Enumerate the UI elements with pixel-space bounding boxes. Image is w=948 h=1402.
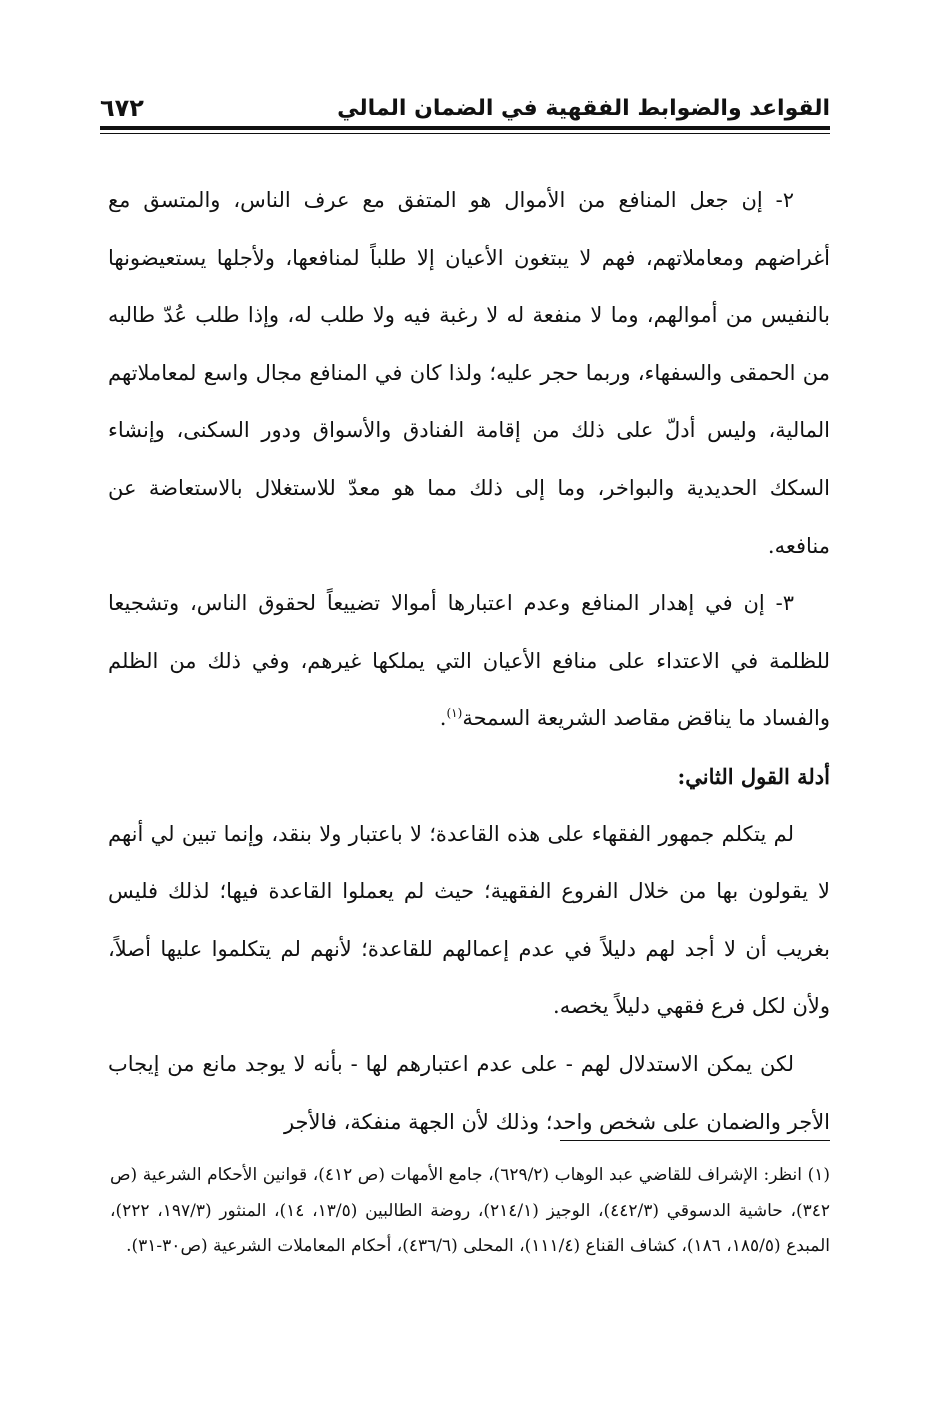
header-title: القواعد والضوابط الفقهية في الضمان المالي xyxy=(337,96,830,121)
paragraph-point-3-end: . xyxy=(439,706,447,731)
footnote-reference: (١) xyxy=(446,706,463,721)
section-heading: أدلة القول الثاني: xyxy=(677,763,830,789)
footnote-separator xyxy=(560,1140,830,1141)
paragraph-point-2: ٢- إن جعل المنافع من الأموال هو المتفق مع عرف الناس، والمتسق مع أغراضهم ومعاملاتهم، فهم لا يبتغون الأعيان إلا طلباً لمنافعها، ولأجلها يستعيضونها بالنفيس من أموالهم، وما لا منفعة له لا رغبة فيه ولا طلب له، وإذا طلب عُدّ طالبه من الحمقى والسفهاء، وربما حجر عليه؛ ولذا كان في المنافع مجال واسع لمعاملاتهم المالية، وليس أدلّ على ذلك من إقامة الفنادق والأسواق ودور السكنى، وإنشاء السكك الحديدية والبواخر، وما إلى ذلك مما هو معدّ للاستغلال بالاستعاضة عن منافعه. xyxy=(108,188,830,558)
paragraph-second-opinion: لم يتكلم جمهور الفقهاء على هذه القاعدة؛ لا باعتبار ولا بنقد، وإنما تبين لي أنهم لا يقولون بها من خلال الفروع الفقهية؛ حيث لم يعملوا القاعدة فيها؛ لذلك فليس بغريب أن لا أجد لهم دليلاً في عدم إعمالهم للقاعدة؛ لأنهم لم يتكلموا عليها أصلاً، ولأن لكل فرع فقهي دليلاً يخصه. xyxy=(108,821,830,1019)
header-rule-thick xyxy=(100,126,830,130)
page-number: ٦٧٢ xyxy=(100,94,144,122)
footnotes xyxy=(110,1158,830,1265)
paragraph-point-3 xyxy=(108,575,830,748)
paragraph-argument: لكن يمكن الاستدلال لهم - على عدم اعتبارهم لها - بأنه لا يوجد مانع من إيجاب الأجر والضمان على شخص واحد؛ وذلك لأن الجهة منفكة، فالأجر xyxy=(108,1051,830,1134)
header-rule-thin xyxy=(100,133,830,134)
footnote-1: (١) انظر: الإشراف للقاضي عبد الوهاب (٦٢٩/٢)، جامع الأمهات (ص ٤١٢)، قوانين الأحكام الشرعية (ص ٣٤٢)، حاشية الدسوقي (٤٤٢/٣)، الوجيز (٢١٤/١)، روضة الطالبين (١٣/٥، ١٤)، المنثور (١٩٧/٣، ٢٢٢)، المبدع (١٨٥/٥، ١٨٦)، كشاف القناع (١١١/٤)، المحلى (٤٣٦/٦)، أحكام المعاملات الشرعية (ص٣٠-٣١). xyxy=(110,1165,831,1256)
main-text xyxy=(108,172,830,1151)
paragraph-point-3-text: ٣- إن في إهدار المنافع وعدم اعتبارها أموالا تضييعاً لحقوق الناس، وتشجيعا للظلمة في الاعتداء على منافع الأعيان التي يملكها غيرهم، وفي ذلك من الظلم والفساد ما يناقض مقاصد الشريعة السمحة xyxy=(108,591,830,731)
